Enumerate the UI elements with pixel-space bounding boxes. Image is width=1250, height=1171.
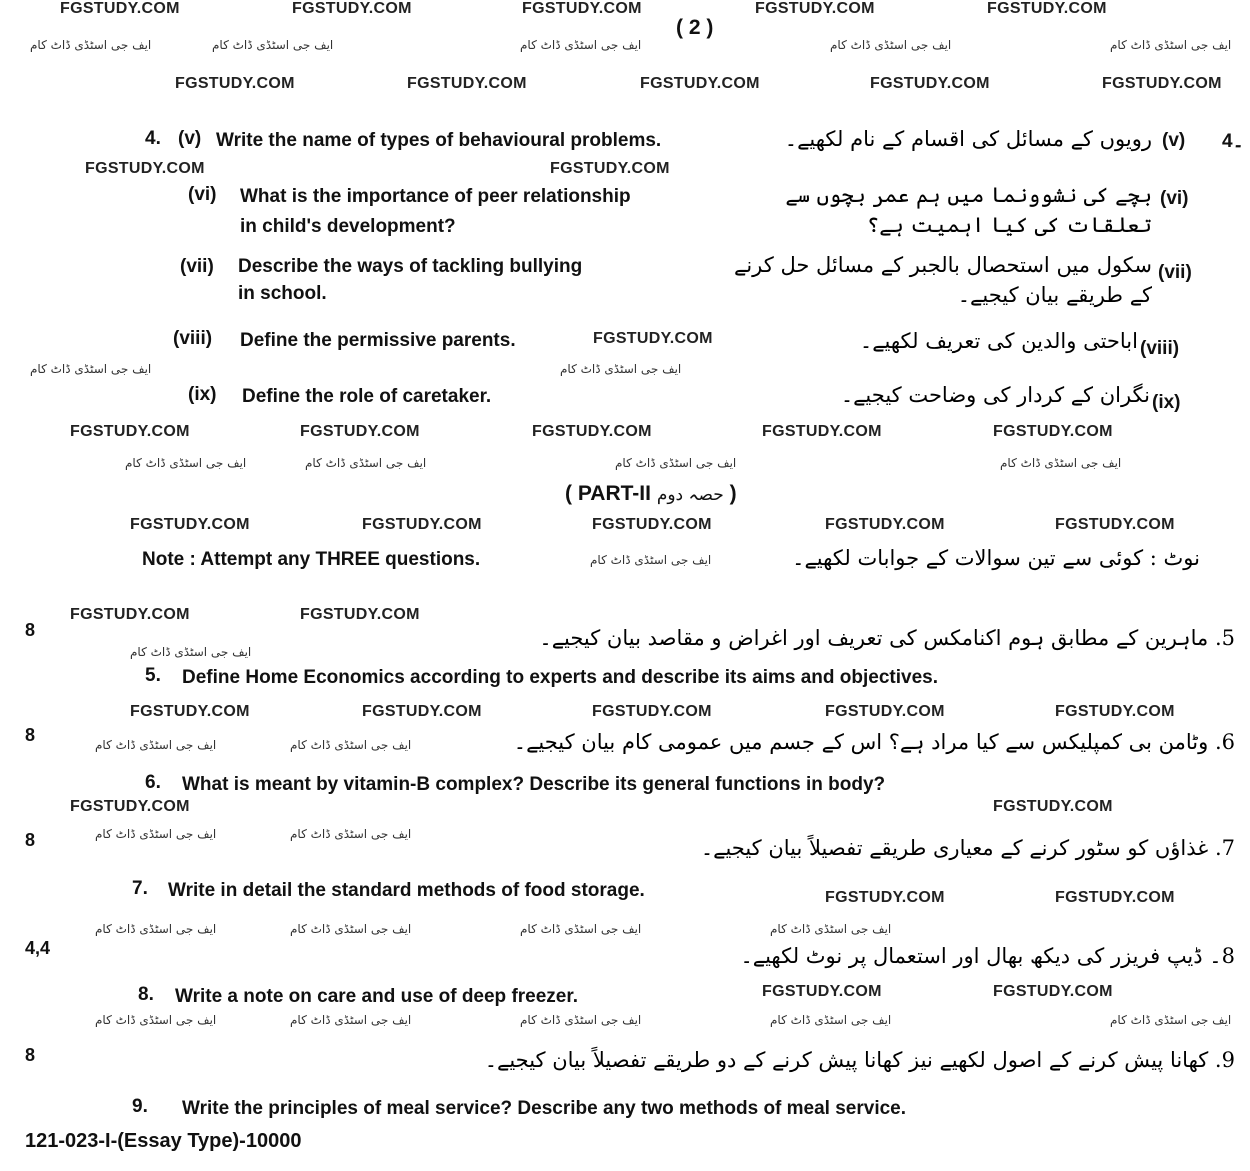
watermark-urdu: ایف جی اسٹڈی ڈاٹ کام: [590, 553, 712, 567]
question-text-ur: اباحتی والدین کی تعریف لکھیے۔: [859, 329, 1138, 353]
question-text-en: Write the name of types of behavioural problems.: [216, 130, 662, 151]
sub-number: (vi): [1160, 188, 1189, 209]
watermark-urdu: ایف جی اسٹڈی ڈاٹ کام: [520, 1013, 642, 1027]
watermark-urdu: ایف جی اسٹڈی ڈاٹ کام: [770, 1013, 892, 1027]
watermark-urdu: ایف جی اسٹڈی ڈاٹ کام: [95, 922, 217, 936]
sub-number: (vii): [1158, 262, 1192, 283]
marks: 4,4: [25, 938, 51, 958]
question-number: 8.: [138, 984, 154, 1005]
sub-number: (vii): [180, 256, 214, 277]
question-text-ur: 6. وٹامن بی کمپلیکس سے کیا مراد ہے؟ اس کے جسم میں عمومی کام بیان کیجیے۔: [513, 730, 1235, 754]
marks: 8: [25, 725, 36, 745]
watermark-urdu: ایف جی اسٹڈی ڈاٹ کام: [125, 456, 247, 470]
watermark-urdu: ایف جی اسٹڈی ڈاٹ کام: [520, 38, 642, 52]
watermark: FGSTUDY.COM: [762, 983, 882, 1000]
watermark: FGSTUDY.COM: [292, 0, 412, 17]
watermark: FGSTUDY.COM: [1055, 703, 1175, 720]
watermark: FGSTUDY.COM: [130, 703, 250, 720]
watermark: FGSTUDY.COM: [70, 606, 190, 623]
question-number: 9.: [132, 1096, 148, 1117]
watermark: FGSTUDY.COM: [640, 75, 760, 92]
question-text-en: Define the role of caretaker.: [242, 386, 492, 407]
watermark-urdu: ایف جی اسٹڈی ڈاٹ کام: [30, 362, 152, 376]
sub-number: (vi): [188, 184, 217, 205]
watermark: FGSTUDY.COM: [993, 798, 1113, 815]
part-heading-ur: حصہ دوم: [656, 485, 724, 505]
watermark-urdu: ایف جی اسٹڈی ڈاٹ کام: [290, 922, 412, 936]
watermark: FGSTUDY.COM: [1102, 75, 1222, 92]
question-text-en-cont: in school.: [238, 283, 327, 304]
watermark-urdu: ایف جی اسٹڈی ڈاٹ کام: [1110, 1013, 1232, 1027]
sub-number: (v): [178, 128, 202, 149]
sub-number: (v): [1162, 130, 1186, 151]
watermark-urdu: ایف جی اسٹڈی ڈاٹ کام: [95, 738, 217, 752]
watermark-urdu: ایف جی اسٹڈی ڈاٹ کام: [95, 827, 217, 841]
watermark-urdu: ایف جی اسٹڈی ڈاٹ کام: [770, 922, 892, 936]
part-heading-en: PART-II: [577, 482, 651, 505]
watermark-urdu: ایف جی اسٹڈی ڈاٹ کام: [290, 827, 412, 841]
watermark: FGSTUDY.COM: [85, 160, 205, 177]
watermark: FGSTUDY.COM: [362, 516, 482, 533]
question-text-en: What is the importance of peer relationship: [240, 186, 631, 207]
question-text-en: What is meant by vitamin-B complex? Describe its general functions in body?: [182, 774, 886, 795]
question-number: 5.: [145, 665, 161, 686]
watermark-urdu: ایف جی اسٹڈی ڈاٹ کام: [830, 38, 952, 52]
watermark: FGSTUDY.COM: [1055, 516, 1175, 533]
paren: ): [729, 482, 737, 505]
watermark: FGSTUDY.COM: [522, 0, 642, 17]
watermark-urdu: ایف جی اسٹڈی ڈاٹ کام: [615, 456, 737, 470]
question-number: 7.: [132, 878, 148, 899]
watermark-urdu: ایف جی اسٹڈی ڈاٹ کام: [290, 1013, 412, 1027]
question-text-ur: رویوں کے مسائل کی اقسام کے نام لکھیے۔: [784, 127, 1152, 151]
question-text-en: Write a note on care and use of deep freezer.: [175, 986, 578, 1007]
watermark: FGSTUDY.COM: [70, 798, 190, 815]
watermark-urdu: ایف جی اسٹڈی ڈاٹ کام: [212, 38, 334, 52]
watermark: FGSTUDY.COM: [993, 983, 1113, 1000]
sub-number: (viii): [173, 328, 213, 349]
note-en: Note : Attempt any THREE questions.: [142, 549, 481, 570]
question-text-en: Define Home Economics according to experts and describe its aims and objectives.: [182, 667, 939, 688]
watermark: FGSTUDY.COM: [362, 703, 482, 720]
marks: 8: [25, 1045, 36, 1065]
question-text-ur: نگران کے کردار کی وضاحت کیجیے۔: [840, 383, 1150, 407]
watermark: FGSTUDY.COM: [1055, 889, 1175, 906]
watermark-urdu: ایف جی اسٹڈی ڈاٹ کام: [95, 1013, 217, 1027]
watermark: FGSTUDY.COM: [300, 606, 420, 623]
sub-number: (ix): [1152, 392, 1181, 413]
question-text-ur: 8۔ ڈیپ فریزر کی دیکھ بھال اور استعمال پر نوٹ لکھیے۔: [740, 944, 1235, 968]
watermark: FGSTUDY.COM: [870, 75, 990, 92]
question-text-ur: بچے کی نشوونما میں ہم عمر بچوں سے تعلقات کی کیا اہمیت ہے؟: [785, 183, 1152, 237]
footer-code: 121-023-I-(Essay Type)-10000: [25, 1130, 302, 1152]
question-text-en-cont: in child's development?: [240, 216, 456, 237]
question-text-ur: سکول میں استحصال بالجبر کے مسائل حل کرنے کے طریقے بیان کیجیے۔: [734, 253, 1152, 307]
watermark: FGSTUDY.COM: [762, 423, 882, 440]
paren: (: [565, 482, 572, 505]
question-text-ur: 9. کھانا پیش کرنے کے اصول لکھیے نیز کھانا پیش کرنے کے دو طریقے تفصیلاً بیان کیجیے۔: [484, 1048, 1235, 1072]
part-heading: [565, 482, 737, 506]
note-ur: نوٹ : کوئی سے تین سوالات کے جوابات لکھیے۔: [792, 546, 1200, 570]
watermark: FGSTUDY.COM: [987, 0, 1107, 17]
watermark: FGSTUDY.COM: [550, 160, 670, 177]
watermark: FGSTUDY.COM: [60, 0, 180, 17]
watermark: FGSTUDY.COM: [532, 423, 652, 440]
watermark-urdu: ایف جی اسٹڈی ڈاٹ کام: [1110, 38, 1232, 52]
question-text-ur: 7. غذاؤں کو سٹور کرنے کے معیاری طریقے تفصیلاً بیان کیجیے۔: [700, 836, 1235, 860]
marks: 8: [25, 620, 36, 640]
watermark-urdu: ایف جی اسٹڈی ڈاٹ کام: [290, 738, 412, 752]
watermark: FGSTUDY.COM: [825, 516, 945, 533]
question-number-ur: 4۔: [1222, 131, 1244, 152]
watermark-urdu: ایف جی اسٹڈی ڈاٹ کام: [130, 645, 252, 659]
watermark: FGSTUDY.COM: [592, 516, 712, 533]
watermark-urdu: ایف جی اسٹڈی ڈاٹ کام: [30, 38, 152, 52]
watermark-urdu: ایف جی اسٹڈی ڈاٹ کام: [1000, 456, 1122, 470]
watermark: FGSTUDY.COM: [993, 423, 1113, 440]
watermark: FGSTUDY.COM: [755, 0, 875, 17]
question-text-en: Define the permissive parents.: [240, 330, 516, 351]
question-text-en: Write the principles of meal service? Describe any two methods of meal service.: [182, 1098, 907, 1119]
watermark-urdu: ایف جی اسٹڈی ڈاٹ کام: [520, 922, 642, 936]
watermark: FGSTUDY.COM: [130, 516, 250, 533]
watermark: FGSTUDY.COM: [175, 75, 295, 92]
question-number: 4.: [145, 128, 161, 149]
watermark: FGSTUDY.COM: [407, 75, 527, 92]
page-number: ( 2 ): [676, 16, 714, 39]
marks: 8: [25, 830, 36, 850]
watermark: FGSTUDY.COM: [825, 889, 945, 906]
sub-number: (viii): [1140, 338, 1180, 359]
watermark: FGSTUDY.COM: [825, 703, 945, 720]
watermark: FGSTUDY.COM: [593, 330, 713, 347]
watermark-urdu: ایف جی اسٹڈی ڈاٹ کام: [560, 362, 682, 376]
question-text-en: Write in detail the standard methods of food storage.: [168, 880, 645, 901]
watermark-urdu: ایف جی اسٹڈی ڈاٹ کام: [305, 456, 427, 470]
question-text-ur: 5. ماہرین کے مطابق ہوم اکنامکس کی تعریف اور اغراض و مقاصد بیان کیجیے۔: [539, 626, 1235, 650]
question-number: 6.: [145, 772, 161, 793]
watermark: FGSTUDY.COM: [300, 423, 420, 440]
watermark: FGSTUDY.COM: [70, 423, 190, 440]
question-text-en: Describe the ways of tackling bullying: [238, 256, 583, 277]
watermark: FGSTUDY.COM: [592, 703, 712, 720]
sub-number: (ix): [188, 384, 217, 405]
